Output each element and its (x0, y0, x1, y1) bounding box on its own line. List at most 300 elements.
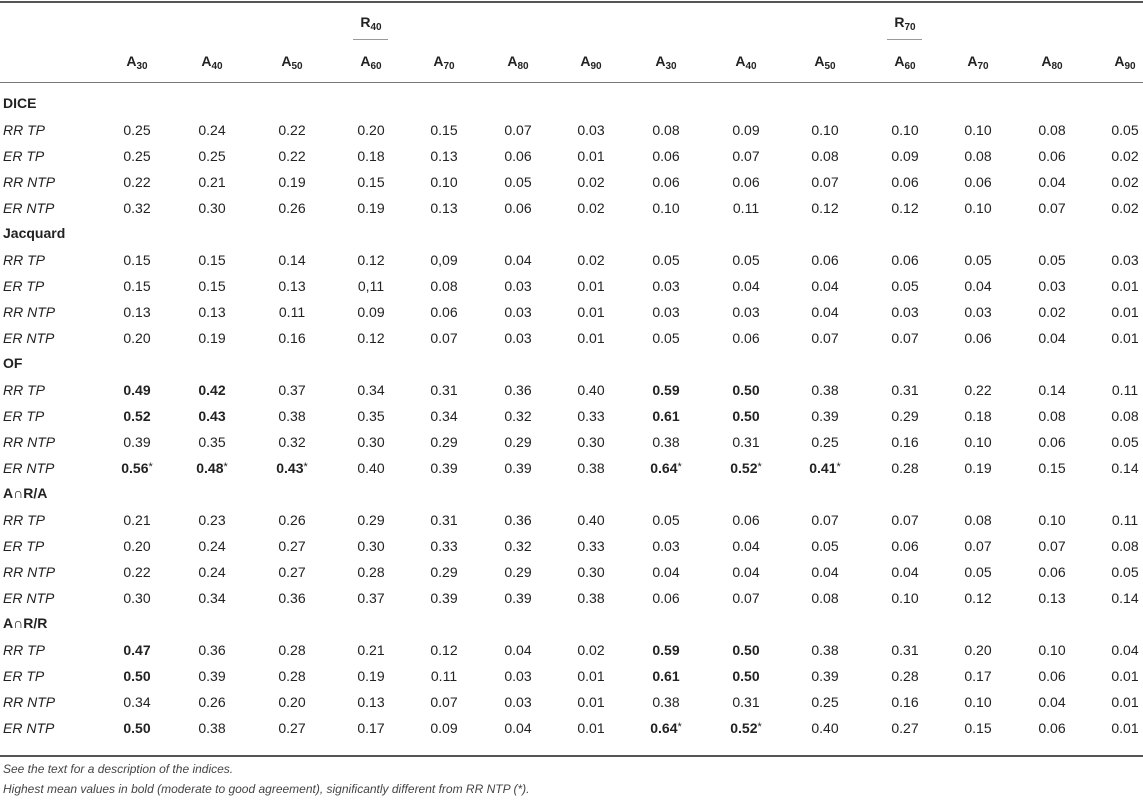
row-label: RR TP (3, 382, 45, 398)
row-label: RR TP (3, 642, 45, 658)
table-cell: 0.24 (198, 564, 226, 580)
table-cell: 0.12 (357, 252, 385, 268)
footnote-bold: Highest mean values in bold (moderate to good agreement), significantly different from RR NTP (*). (3, 782, 530, 796)
row-label: ER NTP (3, 590, 55, 606)
table-cell: 0.13 (123, 304, 151, 320)
table-cell: 0.30 (357, 434, 385, 450)
table-cell: 0.06 (1038, 720, 1066, 736)
table-cell: 0.32 (278, 434, 306, 450)
table-cell: 0.02 (577, 252, 605, 268)
table-cell: 0.34 (123, 694, 151, 710)
table-cell: 0.35 (357, 408, 385, 424)
row-label: ER NTP (3, 460, 55, 476)
table-top-rule (0, 1, 1143, 3)
table-cell: 0.03 (504, 668, 532, 684)
table-cell: 0.43* (276, 460, 308, 476)
table-cell: 0.41* (809, 460, 841, 476)
table-cell: 0.22 (123, 174, 151, 190)
column-header: $A_{60}$ (360, 53, 382, 72)
table-cell: 0.30 (577, 564, 605, 580)
table-cell: 0.08 (1038, 408, 1066, 424)
table-cell: 0.01 (1111, 668, 1139, 684)
table-cell: 0.21 (357, 642, 385, 658)
table-cell: 0.05 (652, 512, 680, 528)
table-row (0, 404, 1143, 430)
table-cell: 0.25 (123, 148, 151, 164)
table-cell: 0.04 (732, 278, 760, 294)
table-cell: 0.52* (730, 720, 762, 736)
table-cell: 0.27 (891, 720, 919, 736)
table-cell: 0.05 (811, 538, 839, 554)
table-cell: 0.13 (278, 278, 306, 294)
section-title: OF (3, 355, 23, 371)
table-cell: 0.15 (198, 252, 226, 268)
table-row (0, 716, 1143, 742)
row-label: RR NTP (3, 434, 56, 450)
significance-marker: * (836, 461, 841, 473)
table-cell: 0.04 (732, 538, 760, 554)
table-cell: 0.40 (577, 382, 605, 398)
table-cell: 0.23 (198, 512, 226, 528)
group-header-r40: $R_{40}$ (360, 14, 382, 33)
group-header-r70: $R_{70}$ (894, 14, 916, 33)
table-cell: 0.06 (1038, 564, 1066, 580)
table-cell: 0.29 (504, 564, 532, 580)
table-cell: 0.26 (278, 200, 306, 216)
table-cell: 0.34 (198, 590, 226, 606)
table-cell: 0.32 (504, 408, 532, 424)
column-header: $A_{30}$ (655, 53, 677, 72)
table-cell: 0.38 (278, 408, 306, 424)
table-cell: 0.29 (430, 434, 458, 450)
table-cell: 0.04 (504, 642, 532, 658)
table-cell: 0.33 (577, 538, 605, 554)
table-cell: 0.04 (811, 564, 839, 580)
table-row (0, 118, 1143, 144)
table-row (0, 690, 1143, 716)
table-cell: 0.07 (1038, 200, 1066, 216)
table-cell: 0.13 (198, 304, 226, 320)
table-cell: 0.52* (730, 460, 762, 476)
table-cell: 0.03 (652, 304, 680, 320)
table-cell: 0.06 (964, 330, 992, 346)
row-label: RR TP (3, 122, 45, 138)
table-cell: 0.02 (577, 174, 605, 190)
table-cell: 0.01 (1111, 694, 1139, 710)
table-cell: 0.09 (357, 304, 385, 320)
table-cell: 0.22 (123, 564, 151, 580)
table-cell: 0.08 (964, 512, 992, 528)
table-cell: 0.50 (732, 382, 760, 398)
table-cell: 0.07 (430, 694, 458, 710)
table-cell: 0.07 (811, 330, 839, 346)
table-cell: 0.06 (964, 174, 992, 190)
table-cell: 0.30 (577, 434, 605, 450)
table-row (0, 664, 1143, 690)
table-cell: 0.01 (577, 148, 605, 164)
table-cell: 0.20 (278, 694, 306, 710)
footnote-indices: See the text for a description of the indices. (3, 762, 234, 776)
table-cell: 0.22 (964, 382, 992, 398)
table-row (0, 508, 1143, 534)
table-cell: 0.15 (430, 122, 458, 138)
table-cell: 0.33 (577, 408, 605, 424)
table-cell: 0.19 (357, 668, 385, 684)
table-cell: 0.05 (891, 278, 919, 294)
table-cell: 0.17 (964, 668, 992, 684)
table-cell: 0.06 (430, 304, 458, 320)
table-cell: 0.06 (652, 174, 680, 190)
table-cell: 0.34 (430, 408, 458, 424)
table-cell: 0.12 (891, 200, 919, 216)
table-cell: 0.15 (1038, 460, 1066, 476)
table-cell: 0.26 (278, 512, 306, 528)
table-cell: 0.17 (357, 720, 385, 736)
table-cell: 0.15 (123, 252, 151, 268)
table-cell: 0.02 (577, 642, 605, 658)
table-cell: 0.07 (964, 538, 992, 554)
row-label: RR TP (3, 512, 45, 528)
table-cell: 0.30 (357, 538, 385, 554)
table-cell: 0.03 (577, 122, 605, 138)
table-cell: 0.07 (891, 330, 919, 346)
table-cell: 0.28 (357, 564, 385, 580)
table-row (0, 326, 1143, 352)
group-underline (887, 39, 922, 40)
table-cell: 0.01 (577, 694, 605, 710)
significance-marker: * (223, 461, 228, 473)
table-header-rule (0, 82, 1143, 83)
table-cell: 0.10 (964, 122, 992, 138)
significance-marker: * (757, 721, 762, 733)
table-cell: 0.01 (1111, 330, 1139, 346)
column-header: $A_{70}$ (967, 53, 989, 72)
table-cell: 0.10 (891, 122, 919, 138)
table-cell: 0.01 (577, 330, 605, 346)
row-label: ER NTP (3, 720, 55, 736)
table-cell: 0.15 (964, 720, 992, 736)
column-header: $A_{40}$ (201, 53, 223, 72)
table-cell: 0.21 (198, 174, 226, 190)
table-cell: 0.04 (811, 304, 839, 320)
table-cell: 0.08 (430, 278, 458, 294)
table-cell: 0.01 (1111, 304, 1139, 320)
table-cell: 0.38 (652, 434, 680, 450)
table-cell: 0.06 (891, 174, 919, 190)
table-cell: 0.04 (1038, 174, 1066, 190)
table-cell: 0.07 (430, 330, 458, 346)
table-cell: 0.14 (1111, 590, 1139, 606)
table-cell: 0.07 (811, 174, 839, 190)
table-cell: 0.03 (504, 278, 532, 294)
table-cell: 0.25 (811, 694, 839, 710)
table-cell: 0.47 (123, 642, 151, 658)
table-cell: 0.40 (577, 512, 605, 528)
table-cell: 0.39 (504, 590, 532, 606)
table-cell: 0.08 (652, 122, 680, 138)
table-cell: 0.05 (964, 252, 992, 268)
table-cell: 0.06 (732, 330, 760, 346)
table-cell: 0.19 (964, 460, 992, 476)
table-cell: 0.11 (1111, 512, 1139, 528)
table-cell: 0.64* (650, 720, 682, 736)
table-cell: 0.05 (1111, 434, 1139, 450)
table-cell: 0.04 (964, 278, 992, 294)
table-cell: 0.19 (278, 174, 306, 190)
table-cell: 0.50 (123, 668, 151, 684)
group-underline (353, 39, 388, 40)
table-cell: 0.39 (504, 460, 532, 476)
table-cell: 0.27 (278, 720, 306, 736)
table-cell: 0.16 (278, 330, 306, 346)
table-cell: 0.31 (430, 382, 458, 398)
table-cell: 0.05 (964, 564, 992, 580)
table-cell: 0.13 (357, 694, 385, 710)
table-cell: 0.18 (357, 148, 385, 164)
table-cell: 0.06 (652, 148, 680, 164)
table-cell: 0.22 (278, 122, 306, 138)
section-row (0, 482, 1143, 508)
table-cell: 0.03 (504, 304, 532, 320)
table-cell: 0.30 (198, 200, 226, 216)
table-cell: 0.05 (504, 174, 532, 190)
table-cell: 0.16 (891, 434, 919, 450)
table-cell: 0.26 (198, 694, 226, 710)
table-cell: 0.25 (123, 122, 151, 138)
table-cell: 0.16 (891, 694, 919, 710)
significance-marker: * (303, 461, 308, 473)
table-cell: 0.34 (357, 382, 385, 398)
table-cell: 0.11 (278, 304, 306, 320)
table-cell: 0.03 (504, 694, 532, 710)
column-header: $A_{90}$ (580, 53, 602, 72)
table-cell: 0.11 (732, 200, 760, 216)
table-cell: 0.29 (504, 434, 532, 450)
table-cell: 0.04 (652, 564, 680, 580)
table-cell: 0.07 (1038, 538, 1066, 554)
table-cell: 0.06 (1038, 668, 1066, 684)
table-row (0, 378, 1143, 404)
table-cell: 0.13 (430, 200, 458, 216)
table-cell: 0.20 (964, 642, 992, 658)
table-cell: 0.01 (577, 720, 605, 736)
row-label: ER NTP (3, 330, 55, 346)
table-row (0, 560, 1143, 586)
table-cell: 0.14 (278, 252, 306, 268)
table-cell: 0.07 (732, 148, 760, 164)
table-cell: 0.52 (123, 408, 151, 424)
table-cell: 0.06 (891, 252, 919, 268)
table-cell: 0.27 (278, 564, 306, 580)
table-cell: 0.08 (1038, 122, 1066, 138)
table-cell: 0.38 (811, 382, 839, 398)
table-cell: 0.10 (811, 122, 839, 138)
table-cell: 0.10 (1038, 642, 1066, 658)
table-cell: 0.39 (811, 408, 839, 424)
table-cell: 0.24 (198, 538, 226, 554)
table-cell: 0.31 (430, 512, 458, 528)
table-cell: 0.01 (577, 304, 605, 320)
table-cell: 0.03 (1111, 252, 1139, 268)
table-cell: 0.49 (123, 382, 151, 398)
table-cell: 0.50 (732, 642, 760, 658)
table-cell: 0.19 (198, 330, 226, 346)
table-cell: 0.06 (732, 174, 760, 190)
table-cell: 0.20 (357, 122, 385, 138)
table-cell: 0.56* (121, 460, 153, 476)
table-cell: 0.18 (964, 408, 992, 424)
table-cell: 0.06 (652, 590, 680, 606)
table-cell: 0.36 (504, 382, 532, 398)
table-cell: 0.04 (504, 720, 532, 736)
table-cell: 0.03 (732, 304, 760, 320)
table-row (0, 196, 1143, 222)
table-cell: 0.36 (198, 642, 226, 658)
table-cell: 0.38 (652, 694, 680, 710)
table-cell: 0.31 (732, 694, 760, 710)
table-cell: 0.50 (732, 668, 760, 684)
table-cell: 0.02 (1111, 174, 1139, 190)
row-label: ER TP (3, 668, 45, 684)
table-row (0, 248, 1143, 274)
table-cell: 0.02 (577, 200, 605, 216)
table-cell: 0.10 (964, 434, 992, 450)
row-label: ER TP (3, 148, 45, 164)
significance-marker: * (677, 461, 682, 473)
table-cell: 0,11 (357, 278, 385, 294)
table-cell: 0.01 (1111, 278, 1139, 294)
table-cell: 0.38 (577, 460, 605, 476)
section-title: A∩R/R (3, 615, 48, 631)
section-title: Jacquard (3, 225, 66, 241)
table-cell: 0.06 (504, 148, 532, 164)
table-cell: 0.10 (964, 200, 992, 216)
table-cell: 0.08 (1111, 538, 1139, 554)
table-cell: 0.05 (1038, 252, 1066, 268)
row-label: ER NTP (3, 200, 55, 216)
column-header: $A_{80}$ (1041, 53, 1063, 72)
table-cell: 0.30 (123, 590, 151, 606)
table-cell: 0.07 (811, 512, 839, 528)
table-cell: 0.29 (430, 564, 458, 580)
table-cell: 0.12 (430, 642, 458, 658)
table-cell: 0.29 (357, 512, 385, 528)
table-cell: 0.04 (504, 252, 532, 268)
section-row (0, 612, 1143, 638)
table-cell: 0.04 (732, 564, 760, 580)
table-cell: 0.22 (278, 148, 306, 164)
table-cell: 0.15 (357, 174, 385, 190)
table-cell: 0.19 (357, 200, 385, 216)
table-cell: 0.10 (964, 694, 992, 710)
table-cell: 0.40 (811, 720, 839, 736)
table-cell: 0.01 (577, 278, 605, 294)
table-cell: 0.04 (1038, 330, 1066, 346)
table-cell: 0.06 (891, 538, 919, 554)
table-cell: 0.61 (652, 408, 680, 424)
section-title: A∩R/A (3, 485, 48, 501)
table-cell: 0.06 (1038, 148, 1066, 164)
table-cell: 0.02 (1111, 148, 1139, 164)
table-row (0, 456, 1143, 482)
section-title: DICE (3, 95, 37, 111)
table-cell: 0.24 (198, 122, 226, 138)
row-label: RR TP (3, 252, 45, 268)
table-cell: 0.35 (198, 434, 226, 450)
table-cell: 0.02 (1038, 304, 1066, 320)
table-cell: 0.40 (357, 460, 385, 476)
table-cell: 0.48* (196, 460, 228, 476)
row-label: RR NTP (3, 564, 56, 580)
table-cell: 0.38 (811, 642, 839, 658)
table-cell: 0.39 (430, 590, 458, 606)
significance-marker: * (757, 461, 762, 473)
table-cell: 0.07 (504, 122, 532, 138)
table-cell: 0.08 (1111, 408, 1139, 424)
table-cell: 0.39 (430, 460, 458, 476)
table-cell: 0.08 (811, 590, 839, 606)
table-cell: 0.25 (811, 434, 839, 450)
table-cell: 0.32 (123, 200, 151, 216)
significance-marker: * (148, 461, 153, 473)
table-cell: 0.38 (198, 720, 226, 736)
table-cell: 0.13 (430, 148, 458, 164)
table-cell: 0.43 (198, 408, 226, 424)
table-row (0, 638, 1143, 664)
table-cell: 0.07 (891, 512, 919, 528)
table-cell: 0.02 (1111, 200, 1139, 216)
table-cell: 0.05 (732, 252, 760, 268)
table-cell: 0.10 (652, 200, 680, 216)
table-row (0, 586, 1143, 612)
table-cell: 0.09 (430, 720, 458, 736)
column-header: $A_{90}$ (1114, 53, 1136, 72)
table-cell: 0.14 (1038, 382, 1066, 398)
row-label: ER TP (3, 408, 45, 424)
table-cell: 0.36 (278, 590, 306, 606)
table-row (0, 170, 1143, 196)
table-cell: 0.28 (891, 668, 919, 684)
table-row (0, 300, 1143, 326)
table-cell: 0.01 (577, 668, 605, 684)
table-cell: 0.14 (1111, 460, 1139, 476)
table-cell: 0.08 (964, 148, 992, 164)
table-cell: 0.05 (652, 252, 680, 268)
section-row (0, 352, 1143, 378)
table-row (0, 144, 1143, 170)
table-cell: 0.11 (430, 668, 458, 684)
table-cell: 0.15 (198, 278, 226, 294)
column-header: $A_{50}$ (281, 53, 303, 72)
table-cell: 0.10 (430, 174, 458, 190)
table-cell: 0.05 (652, 330, 680, 346)
table-cell: 0.37 (357, 590, 385, 606)
table-cell: 0,09 (430, 252, 458, 268)
table-cell: 0.03 (652, 278, 680, 294)
column-header: $A_{70}$ (433, 53, 455, 72)
table-cell: 0.28 (278, 642, 306, 658)
row-label: RR NTP (3, 174, 56, 190)
table-cell: 0.32 (504, 538, 532, 554)
table-cell: 0.03 (891, 304, 919, 320)
table-cell: 0.06 (504, 200, 532, 216)
table-cell: 0.28 (278, 668, 306, 684)
column-header: $A_{50}$ (814, 53, 836, 72)
table-cell: 0.59 (652, 382, 680, 398)
table-cell: 0.12 (964, 590, 992, 606)
row-label: RR NTP (3, 304, 56, 320)
row-label: RR NTP (3, 694, 56, 710)
